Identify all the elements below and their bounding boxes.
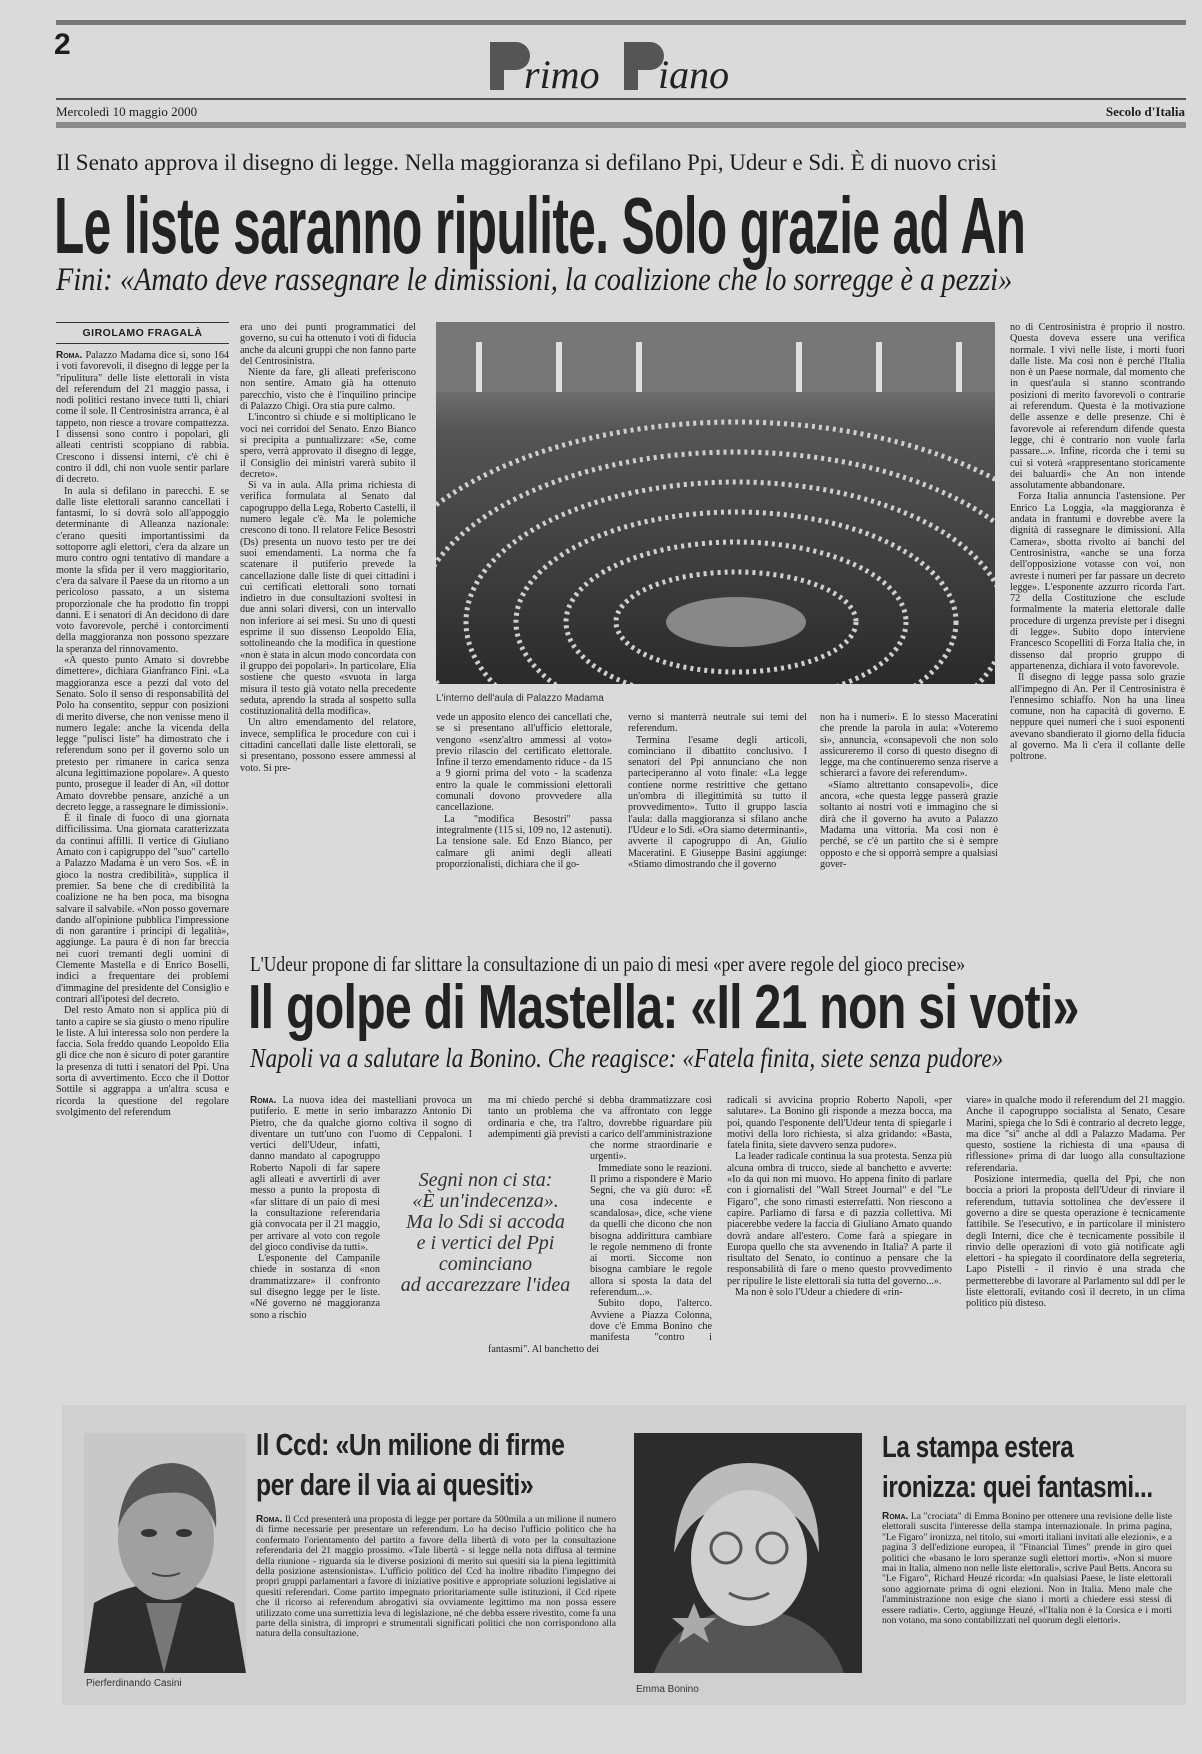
lead-column-1 [56, 350, 229, 1392]
svg-text:iano: iano [658, 52, 730, 94]
page-number: 2 [54, 28, 71, 61]
portrait-image [634, 1433, 862, 1673]
paragraph: viare» in qualche modo il referendum del 21 maggio. Anche il capogruppo socialista al Senato, Cesare Marini, spiega che lo Sdi è contrario al decreto legge, ma dice "sì" anche al ddl a Palazzo Madama. Per questo, sostiene la richiesta di una «pausa di riflessione» prima di dar luogo alla consultazione referendaria. [966, 1095, 1185, 1174]
paragraph: radicali si avvicina proprio Roberto Napoli, «per salutare». La Bonino gli risponde a mezza bocca, ma poi, quando l'esponente dell'Udeur tenta di spiegarle i motivi della loro richiesta, si alza gridando: «Basta, fatela finita, siete davvero senza pudore». [727, 1095, 952, 1152]
pull-quote-line: Ma lo Sdi si accoda [406, 1211, 565, 1233]
lead-column-6 [1010, 322, 1185, 935]
second-column-d [966, 1095, 1185, 1390]
paragraph: La "crociata" di Emma Bonino per ottenere una revisione delle liste elettorali suscita l'interesse della stampa internazionale. In prima pagina, "Le Figaro" ironizza, nel titolo, sui «morti italiani invitati alle elezioni», e a pagina 3 dell'edizione europea, il "Financial Times" prende in giro quei politici che «basano le loro speranze sugli elettori morti». «Non si muore mai in Italia, almeno non nelle liste elettorali», scrive Paul Betts. Ancora su "Le Figaro", Richard Heuzé ricorda: «In qualsiasi Paese, le liste elettorali sono aggiornate prima di ogni elezioni. Non in Italia. Meno male che l'amministrazione non esige che siano i morti a chiedere essi stessi di essere radiati». Certo, aggiunge Heuzé, «l'Italia non è la Corsica e i morti non votano, ma sono contabilizzati nel quorum degli elettori». [882, 1512, 1172, 1627]
dateline: Roma. [882, 1512, 909, 1522]
paragraph: verno si manterrà neutrale sui temi del referendum. [628, 712, 807, 735]
paragraph: L'esponente del Campanile chiede in sostanza di «non drammatizzare» il confronto sul disegno legge per le liste. «Né governo né maggioranza sono a rischio [250, 1253, 380, 1321]
paragraph: Il disegno di legge passa solo grazie all'impegno di An. Per il Centrosinistra è l'ennesimo schiaffo. Non ha una linea comune, non ha capacità di governo. E neppure quei numeri che i suoi esponenti avevano sbandierato il giorno della fiducia al governo. Ma lì c'era il collante delle poltrone. [1010, 672, 1185, 763]
pull-quote-line: cominciano [438, 1253, 533, 1275]
paragraph: L'incontro si chiude e si moltiplicano le voci nei corridoi del Senato. Enzo Bianco si precipita a puntualizzare: «Se, come spero, verrà approvato il disegno di legge, il Consiglio dei ministri varerà subito il decreto». [240, 412, 416, 480]
svg-text:rimo: rimo [524, 52, 600, 94]
paragraph: La leader radicale continua la sua protesta. Senza più alcuna ombra di trucco, siede al banchetto e avverte: «Io da qui non mi muovo. Ho appena finito di parlare con i giornalisti del "Wall Street Journal" e del "Le Figaro", che sono rimasti esterrefatti. Non riescono a capire. Parliamo di farsa e di pazzia collettiva. Mi piacerebbe vedere la faccia di Giuliano Amato quando dovrà andare all'estero. Come farà a spiegare in Europa quello che sta avvenendo in Italia? A parte il risultato del Senato, io continuo a pensare che la responsabilità di fare o meno questo provvedimento per ripulire le liste elettorali sia tutta del governo...». [727, 1151, 952, 1287]
lead-column-5 [820, 712, 998, 935]
paragraph: Si va in aula. Alla prima richiesta di verifica formulata al Senato dal capogruppo della Lega, Roberto Castelli, il numero legale c'è. Ma le polemiche crescono di tono. Il relatore Felice Besostri (Ds) presenta un nuovo testo per tre dei suoi emendamenti. La norma che fa scatenare il putiferio prevede la cancellazione dalle liste di quei cittadini i cui certificati elettorali sono tornati indietro in due consultazioni svoltesi in due anni solari diversi, con un intervallo non inferiore ai sei mesi. Su uno di questi esprime il suo dissenso Leopoldo Elia, sottolineando che la modifica in questione «non è stata in alcun modo concordata con il gruppo dei popolari». In particolare, Elia sostiene che questo «svuota in larga misura il testo già votato nella precedente seduta, aprendo la strada al sospetto sulla costituzionalità della modifica». [240, 480, 416, 718]
casini-portrait-photo [84, 1433, 246, 1673]
portrait-image [84, 1433, 246, 1673]
paragraph: Niente da fare, gli alleati preferiscono non sentire. Amato già ha ottenuto parecchio, visto che è l'inquilino principe di Palazzo Chigi. Ora stia pure calmo. [240, 367, 416, 413]
masthead-rule [56, 98, 1186, 100]
dateline: Roma. [250, 1095, 277, 1106]
paragraph: Immediate sono le reazioni. Il primo a rispondere è Mario Segni, che va giù duro: «È una cosa indecente e scandalosa», dice, «che viene da quelli che dicono che non bisogna addirittura cambiare le regole nemmeno di fronte ai morti. Siccome non bisogna cambiare le regole allora si sposta la data del referendum...». [590, 1162, 712, 1299]
ccd-body [256, 1515, 616, 1691]
pull-quote-line: e i vertici del Ppi [416, 1232, 555, 1254]
paragraph: «Siamo altrettanto consapevoli», dice ancora, «che questa legge passerà grazie soltanto ai nostri voti e immagino che si dirà che il governo ha avuto a Palazzo Madama una vittoria. Ma così non è perché, se c'è un partito che si è sempre opposto e che si opporrà sempre a qualsiasi gover- [820, 779, 998, 870]
hemicycle-image [436, 322, 995, 684]
second-column-c [727, 1095, 952, 1390]
primo-piano-logo [488, 32, 758, 94]
paragraph: Posizione intermedia, quella del Ppi, che non boccia a priori la proposta dell'Udeur di rinviare il referendum, tuttavia sottolinea che dev'essere il governo a dire se questa operazione è tecnicamente fattibile. Se l'esecutivo, e in particolare il ministero degli Interni, dice che è tecnicamente possibile il rinvio delle operazioni di voto già notificate agli elettori - ha spiegato il coordinatore della segreteria, Lapo Pistelli - il rinvio è una strada che permetterebbe di lavorare al Parlamento sul ddl per le liste elettorali, evitando così il decreto, in un clima politico più disteso. [966, 1174, 1185, 1310]
top-rule [56, 20, 1186, 25]
paragraph: era uno dei punti programmatici del governo, su cui ha ottenuto i voti di fiducia anche da alcuni gruppi che non fanno parte del Centrosinistra. [240, 322, 416, 367]
second-kicker: L'Udeur propone di far slittare la consultazione di un paio di mesi «per avere regole del gioco precise» [250, 952, 966, 976]
paragraph: Un altro emendamento del relatore, invece, semplifica le procedure con cui i cittadini cancellati dalle liste elettorali, se si presentano, possono essere ammessi al voto. Si pre- [240, 717, 416, 774]
paragraph: La "modifica Besostri" passa integralmente (115 sì, 109 no, 12 astenuti). La tensione sale. Ed Enzo Bianco, per calmare gli animi degli alleati proporzionalisti, dichiara che il go- [436, 813, 612, 870]
lead-column-4 [628, 712, 807, 935]
ccd-headline [256, 1428, 642, 1508]
paragraph: Forza Italia annuncia l'astensione. Per Enrico La Loggia, «la maggioranza è andata in frantumi e dovrebbe avere la dignità di rassegnare le dimissioni. Alla Camera», sbotta rivolto ai banchi del Centrosinistra, «anche se una forza dell'opposizione votasse con voi, non avreste i numeri per far passare un decreto legge». L'esponente azzurro ricorda l'art. 72 della Costituzione che esclude formalmente la materia elettorale dalle procedure di urgenza previste per i disegni di legge». Subito dopo interviene Francesco Scopelliti di Forza Italia che, in dissenso dal proprio gruppo di appartenenza, dichiara il voto favorevole. [1010, 491, 1185, 672]
paragraph: È il finale di fuoco di una giornata difficilissima. Una giornata caratterizzata da continui affilli. Il vertice di Giuliano Amato con i capigruppo del "suo" cartello a Palazzo Madama è un vero Sos. «È in gioco la nostra credibilità», supplica il premier. Sa bene che di credibilità la coalizione ne ha ben poca, ma bisogna salvare il salvabile. «Non posso governare dando all'opinione pubblica l'impressione di non garantire i principi di legalità», aggiunge. La paura è di non far breccia nei cuori tremanti degli uomini di Clemente Mastella e di Enrico Boselli, indici a frequentare dei problemi d'immagine del presidente del Consiglio e contrari all'ipotesi del decreto. [56, 813, 229, 1005]
second-subhead: Napoli va a salutare la Bonino. Che reagisce: «Fatela finita, siete senza pudore» [250, 1043, 1004, 1073]
paragraph: «A questo punto Amato si dovrebbe dimettere», dichiara Gianfranco Fini. «La maggioranza esce a pezzi dal voto del Senato. Solo il senso di responsabilità del Polo ha consentito, seppur con posizioni di merito diverse, che non venisse meno il numero legale: anche la vicenda della legge "pulisci liste" ha dimostrato che i referendum sono per il governo solo un pretesto per rimanere in carica senza alcuna legittimazione popolare». A questo punto, prosegue il leader di An, «il dottor Amato dovrebbe pensare, anziché a un decreto legge, a rassegnare le dimissioni». [56, 655, 229, 813]
pull-quote-line: ad accarezzare l'idea [400, 1274, 571, 1296]
senate-chamber-photo [436, 322, 995, 684]
stampa-headline [882, 1430, 1202, 1510]
pull-quote [388, 1170, 583, 1296]
lead-column-3 [436, 712, 612, 935]
dateline: Roma. [256, 1515, 283, 1525]
pull-quote-line: Segni non ci sta: [418, 1169, 553, 1191]
casini-caption: Pierferdinando Casini [86, 1678, 182, 1689]
lead-subhead: Fini: «Amato deve rassegnare le dimissioni, la coalizione che lo sorregge è a pezzi» [56, 262, 1013, 298]
newspaper-name: Secolo d'Italia [1105, 104, 1185, 119]
paragraph: Termina l'esame degli articoli, cominciano il dibattito conclusivo. I senatori del Ppi annunciano che non parteciperanno al voto finale: «La legge contiene norme restrittive che gettano un'ombra di illegittimità su tutto il provvedimento». Tutto il gruppo lascia l'aula: dalla maggioranza si sfilano anche l'Udeur e lo Sdi. «Ora siamo determinanti», avverte il capogruppo di An, Giulio Maceratini. E Giuseppe Basini aggiunge: «Stiamo dimostrando che il governo [628, 734, 807, 870]
paragraph: vede un apposito elenco dei cancellati che, se si presentano all'ufficio elettorale, vengono «senz'altro ammessi al voto» previo rilascio del certificato elettorale. Infine il terzo emendamento riduce - da 15 a 9 giorni prima del voto - la scadenza entro la quale le commissioni elettorali comunali dovono provvedere alla cancellazione. [436, 712, 612, 814]
masthead-rule-bottom [56, 122, 1186, 128]
section-logo [488, 32, 758, 94]
paragraph: La nuova idea dei mastelliani provoca un putiferio. E mette in serio imbarazzo Antonio Di Pietro, che da qualche giorno coltiva il sogno di diventare un tutt'uno con l'uomo di Ceppaloni. I vertici dell'Udeur, infatti, danno mandato al capogruppo Roberto Napoli di far sapere agli alleati e avvertirli di aver messo a punto la proposta di «far slittare di un paio di mesi la consultazione referendaria già convocata per il 21 maggio, per arrivare al voto con regole del gioco condivise da tutti». [250, 1095, 472, 1253]
byline: GIROLAMO FRAGALÀ [56, 322, 229, 344]
paragraph: Subito dopo, l'alterco. Avviene a Piazza Colonna, dove c'è Emma Bonino che manifesta "contro i fantasmi". Al banchetto dei [488, 1298, 712, 1355]
photo-caption: L'interno dell'aula di Palazzo Madama [436, 693, 604, 704]
stampa-headline-line: La stampa estera [882, 1429, 1074, 1464]
paragraph: In aula si defilano in parecchi. E se dalle liste elettorali saranno cancellati i fantasmi, lo si dovrà solo all'appoggio determinante di Alleanza nazionale: c'erano quesiti importantissimi da sottoporre agli elettori, c'era da alzare un muro contro ogni tentativo di mandare a monte la sfida per il vero maggioritario, c'era da salvare il Paese da un ritorno a un pericoloso passato, a un sistema proporzionale che ha prodotto fin troppi danni. E i senatori di An decidono di dare voto favorevole, perché i contorcimenti della maggioranza non possono spezzare la speranza del rinnovamento. [56, 485, 229, 655]
paragraph: Del resto Amato non si applica più di tanto a capire se sia giusto o meno ripulire le liste. A lui interessa solo non perdere la faccia. Sola freddo quando Leopoldo Elia gli dice che non è sicuro di poter garantire la presenza di tutti i senatori del Ppi. Una sorta di avvertimento. Ecco che il Dottor Sottile si aggrappa a un'altra scusa e ricorda la questione del regolare svolgimento del referendum [56, 1005, 229, 1118]
pull-quote-line: «È un'indecenza». [412, 1190, 559, 1212]
paragraph: ma mi chiedo perché si debba drammatizzare così tanto un problema che va affrontato con legge ordinaria e che, tra l'altro, dovrebbe riguardare più adempimenti già previsti a carico dell'amministrazione che norme straordinarie e urgenti». [488, 1095, 712, 1163]
bonino-caption: Emma Bonino [636, 1684, 699, 1695]
paragraph: non ha i numeri». È lo stesso Maceratini che prende la parola in aula: «Voteremo sì», annuncia, «consapevoli che non solo assicureremo il corso di questo disegno di legge, ma che continueremo senza riserve a schierarci a favore dei referendum». [820, 712, 998, 780]
bonino-portrait-photo [634, 1433, 862, 1673]
paragraph: Palazzo Madama dice sì, sono 164 i voti favorevoli, il disegno di legge per la "ripulitura" delle liste elettorali in vista del referendum del 21 maggio passa, i nodi politici restano invece tutti lì, chiari come il sole. Il Centrosinistra arranca, è al tappeto, non riesce a trovare compattezza. I dissensi sono contro i popolari, gli alleati centristi scoppiano di rabbia. Crescono i dissensi interni, c'è chi è contro il ddl, chi non vuole sentir parlare di decreto. [56, 350, 229, 486]
second-headline: Il golpe di Mastella: «Il 21 non si voti» [248, 973, 1079, 1042]
stampa-headline-line: ironizza: quei fantasmi... [882, 1469, 1153, 1504]
lead-headline: Le liste saranno ripulite. Solo grazie ad An [54, 181, 1026, 270]
paragraph: no di Centrosinistra è proprio il nostro. Questa doveva essere una verifica normale. I vivi nelle liste, i morti fuori dalle liste. Ma così non è perché l'Italia non è un Paese normale, dal momento che in quest'aula si stanno scontrando posizioni di merito favorevoli o contrarie ai referendum. Questa è la motivazione delle assenze e delle presenze. Chi è favorevole ai referendum difende questa legge, chi è contrario non vuole farla passare...». Infine, ricorda che i temi su cui si voterà «rappresentano storicamente dei baluardi» che An non intende assolutamente abbandonare. [1010, 322, 1185, 492]
ccd-headline-line: per dare il via ai quesiti» [256, 1467, 534, 1502]
paragraph: Ma non è solo l'Udeur a chiedere di «rin- [735, 1287, 903, 1299]
stampa-body [882, 1512, 1172, 1692]
lead-column-2 [240, 322, 416, 935]
ccd-headline-line: Il Ccd: «Un milione di firme [256, 1427, 565, 1462]
dateline: Roma. [56, 350, 83, 361]
issue-date: Mercoledì 10 maggio 2000 [56, 104, 198, 119]
paragraph: Il Ccd presenterà una proposta di legge per portare da 500mila a un milione il numero di firme necessarie per presentare un referendum. Lo ha deciso l'ufficio politico che ha confermato l'orientamento del partito a favore della libertà di voto per la consultazione referendaria del 21 maggio prossimo. «Tale libertà - si legge nella nota diffusa al termine della riunione - riguarda sia le diverse posizioni di merito sui quesiti sia la piena legittimità della posizione astensionista». L'ufficio politico del Ccd ha inoltre ribadito l'impegno dei propri gruppi parlamentari a favore di iniziative positive e appropriate soluzioni legislative ai quesiti referendari. Come partito impegnato prioritariamente sulle istituzioni, il Ccd ripete che il ricorso ai referendum abrogativi sia ovviamente legittimo ma non possa essere utilizzato come una surrettizia leva di legislazione, né che debba essere rivestito, come fa una parte della sinistra, di impropri e strumentali significati politici che non corrispondono alla natura della consultazione. [256, 1515, 616, 1640]
lead-kicker: Il Senato approva il disegno di legge. Nella maggioranza si defilano Ppi, Udeur e Sdi. È di nuovo crisi [56, 150, 997, 175]
